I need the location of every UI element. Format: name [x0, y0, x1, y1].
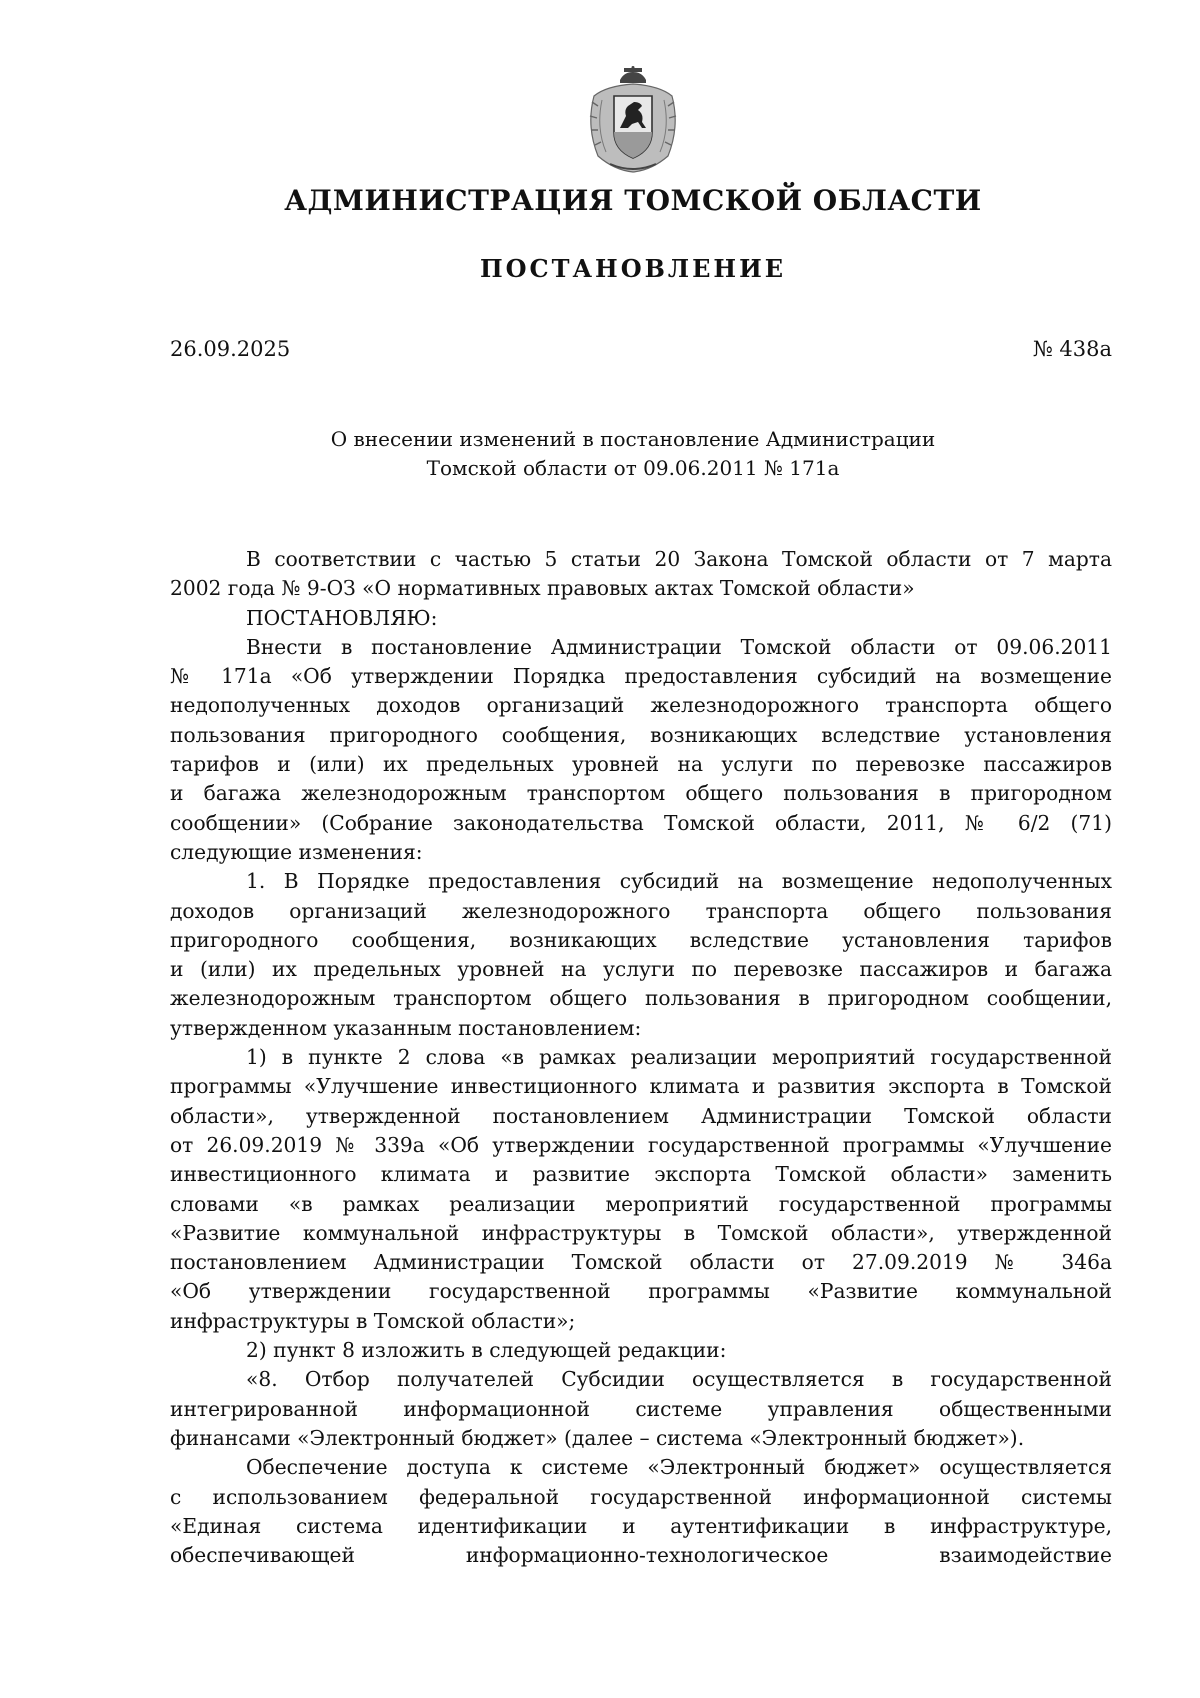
body-line: области», утвержденной постановлением Администрации Томской области — [170, 1103, 1112, 1128]
body-line: «Об утверждении государственной программы «Развитие коммунальной — [170, 1279, 1112, 1304]
body-line: «Развитие коммунальной инфраструктуры в Томской области», утвержденной — [170, 1220, 1112, 1245]
document-date: 26.09.2025 — [170, 337, 291, 361]
body-line: следующие изменения: — [170, 839, 423, 864]
body-line: пользования пригородного сообщения, возникающих вследствие установления — [170, 722, 1112, 747]
organization-title: АДМИНИСТРАЦИЯ ТОМСКОЙ ОБЛАСТИ — [284, 184, 982, 217]
body-line: от 26.09.2019 № 339а «Об утверждении государственной программы «Улучшение — [170, 1132, 1112, 1157]
document-body — [170, 545, 1112, 1570]
body-line: постановлением Администрации Томской области от 27.09.2019 № 346а — [170, 1250, 1112, 1275]
body-line: Внести в постановление Администрации Томской области от 09.06.2011 — [246, 634, 1112, 659]
coat-of-arms-icon — [580, 66, 686, 178]
body-line: инвестиционного климата и развитие экспорта Томской области» заменить — [170, 1162, 1112, 1187]
body-line: утвержденном указанным постановлением: — [170, 1015, 642, 1040]
body-line: 1. В Порядке предоставления субсидий на возмещение недополученных — [246, 869, 1112, 894]
document-number: № 438а — [1032, 337, 1112, 361]
body-line: финансами «Электронный бюджет» (далее – система «Электронный бюджет»). — [170, 1425, 1025, 1450]
body-line: обеспечивающей информационно-технологическое взаимодействие — [170, 1543, 1112, 1568]
body-line: словами «в рамках реализации мероприятий государственной программы — [170, 1191, 1112, 1216]
subject-line: О внесении изменений в постановление Администрации — [330, 427, 936, 451]
body-line: № 171а «Об утверждении Порядка предоставления субсидий на возмещение — [170, 664, 1112, 689]
body-line: сообщении» (Собрание законодательства Томской области, 2011, № 6/2 (71) — [170, 810, 1112, 835]
body-line: 2002 года № 9-ОЗ «О нормативных правовых актах Томской области» — [170, 576, 915, 601]
body-line: доходов организаций железнодорожного транспорта общего пользования — [170, 898, 1112, 923]
body-line: В соответствии с частью 5 статьи 20 Закона Томской области от 7 марта — [246, 547, 1112, 571]
body-line: ПОСТАНОВЛЯЮ: — [246, 605, 438, 630]
body-line: железнодорожным транспортом общего пользования в пригородном сообщении, — [170, 986, 1112, 1011]
body-line: Обеспечение доступа к системе «Электронный бюджет» осуществляется — [246, 1455, 1112, 1480]
body-line: 1) в пункте 2 слова «в рамках реализации мероприятий государственной — [246, 1045, 1112, 1070]
body-line: с использованием федеральной государственной информационной системы — [170, 1484, 1112, 1509]
document-subject — [0, 425, 1200, 483]
body-line: недополученных доходов организаций железнодорожного транспорта общего — [170, 693, 1112, 718]
body-line: программы «Улучшение инвестиционного климата и развития экспорта в Томской — [170, 1074, 1112, 1099]
body-line: «Единая система идентификации и аутентификации в инфраструктуре, — [170, 1513, 1112, 1538]
body-line: пригородного сообщения, возникающих вследствие установления тарифов — [170, 927, 1112, 952]
body-line: 2) пункт 8 изложить в следующей редакции: — [246, 1338, 727, 1363]
body-line: «8. Отбор получателей Субсидии осуществляется в государственной — [246, 1367, 1112, 1392]
body-line: интегрированной информационной системе управления общественными — [170, 1396, 1112, 1421]
body-line: и багажа железнодорожным транспортом общего пользования в пригородном — [170, 781, 1112, 806]
subject-line: Томской области от 09.06.2011 № 171а — [426, 456, 840, 480]
body-line: тарифов и (или) их предельных уровней на услуги по перевозке пассажиров — [170, 752, 1112, 777]
body-line: инфраструктуры в Томской области»; — [170, 1308, 576, 1333]
body-line: и (или) их предельных уровней на услуги по перевозке пассажиров и багажа — [170, 957, 1112, 982]
document-type-heading: ПОСТАНОВЛЕНИЕ — [479, 254, 787, 283]
